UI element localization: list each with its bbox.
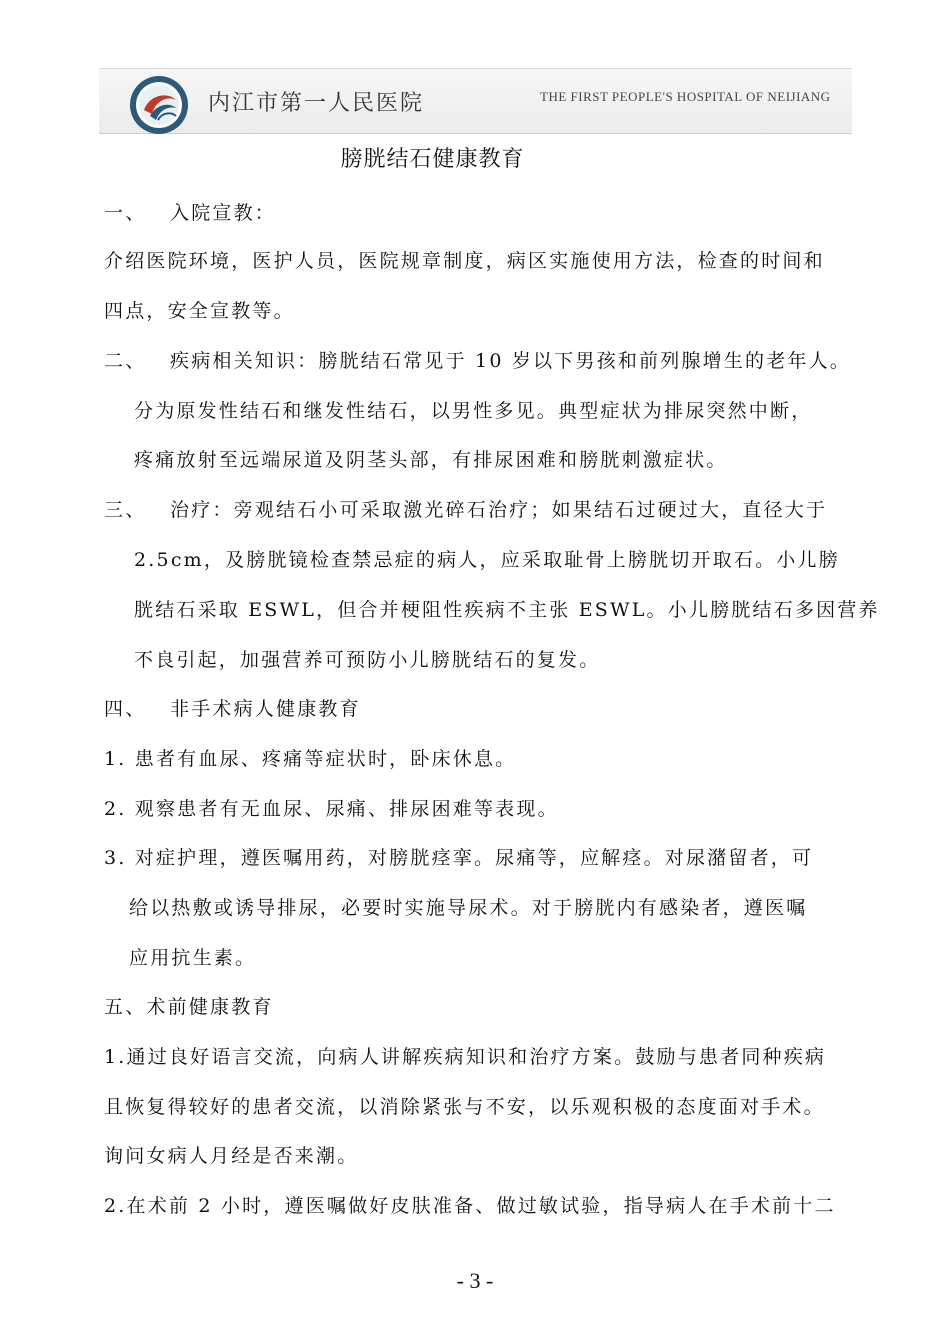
- section-1-heading: [104, 198, 276, 225]
- list-item: 1. 患者有血尿、疼痛等症状时，卧床休息。: [104, 748, 517, 770]
- section-number: 二、: [104, 350, 147, 372]
- section-text: 疾病相关知识：膀胱结石常见于 10 岁以下男孩和前列腺增生的老年人。: [170, 350, 852, 372]
- paragraph-line: 2.5cm，及膀胱镜检查禁忌症的病人，应采取耻骨上膀胱切开取石。小儿膀: [134, 549, 840, 571]
- hospital-name-english: THE FIRST PEOPLE'S HOSPITAL OF NEIJIANG: [540, 89, 831, 104]
- section-heading-text: 非手术病人健康教育: [170, 698, 361, 720]
- section-2-line: [104, 346, 851, 373]
- paragraph-line: 且恢复得较好的患者交流，以消除紧张与不安，以乐观积极的态度面对手术。: [104, 1096, 825, 1118]
- paragraph-line: 询问女病人月经是否来潮。: [104, 1145, 359, 1167]
- paragraph-line: 四点，安全宣教等。: [104, 300, 295, 322]
- page-number: - 3 -: [456, 1268, 494, 1293]
- hospital-name-chinese: 内江市第一人民医院: [208, 91, 425, 116]
- list-item: 2. 观察患者有无血尿、尿痛、排尿困难等表现。: [104, 798, 559, 820]
- section-number: 一、: [104, 202, 147, 224]
- section-number: 三、: [104, 499, 147, 521]
- section-5-heading: 五、术前健康教育: [104, 996, 274, 1018]
- document-title: 膀胱结石健康教育: [340, 147, 525, 172]
- paragraph-line: 不良引起，加强营养可预防小儿膀胱结石的复发。: [134, 649, 601, 671]
- section-number: 四、: [104, 698, 147, 720]
- section-text: 治疗：旁观结石小可采取激光碎石治疗；如果结石过硬过大，直径大于: [170, 499, 828, 521]
- section-heading-text: 入院宣教：: [170, 202, 277, 224]
- paragraph-line: 疼痛放射至远端尿道及阴茎头部，有排尿困难和膀胱刺激症状。: [134, 449, 728, 471]
- section-4-heading: [104, 694, 361, 721]
- list-item: 1.通过良好语言交流，向病人讲解疾病知识和治疗方案。鼓励与患者同种疾病: [104, 1046, 827, 1068]
- hospital-logo-icon: [128, 74, 190, 136]
- section-3-line: [104, 495, 827, 522]
- paragraph-line: 胱结石采取 ESWL，但合并梗阻性疾病不主张 ESWL。小儿膀胱结石多因营养: [134, 599, 880, 621]
- list-item-continuation: 应用抗生素。: [129, 947, 257, 969]
- paragraph-line: 分为原发性结石和继发性结石，以男性多见。典型症状为排尿突然中断，: [134, 400, 813, 422]
- list-item: 3. 对症护理，遵医嘱用药，对膀胱痉挛。尿痛等，应解痉。对尿潴留者，可: [104, 847, 814, 869]
- paragraph-line: 介绍医院环境，医护人员，医院规章制度，病区实施使用方法，检查的时间和: [104, 250, 825, 272]
- list-item-continuation: 给以热敷或诱导排尿，必要时实施导尿术。对于膀胱内有感染者，遵医嘱: [129, 897, 808, 919]
- list-item: 2.在术前 2 小时，遵医嘱做好皮肤准备、做过敏试验，指导病人在手术前十二: [104, 1195, 836, 1217]
